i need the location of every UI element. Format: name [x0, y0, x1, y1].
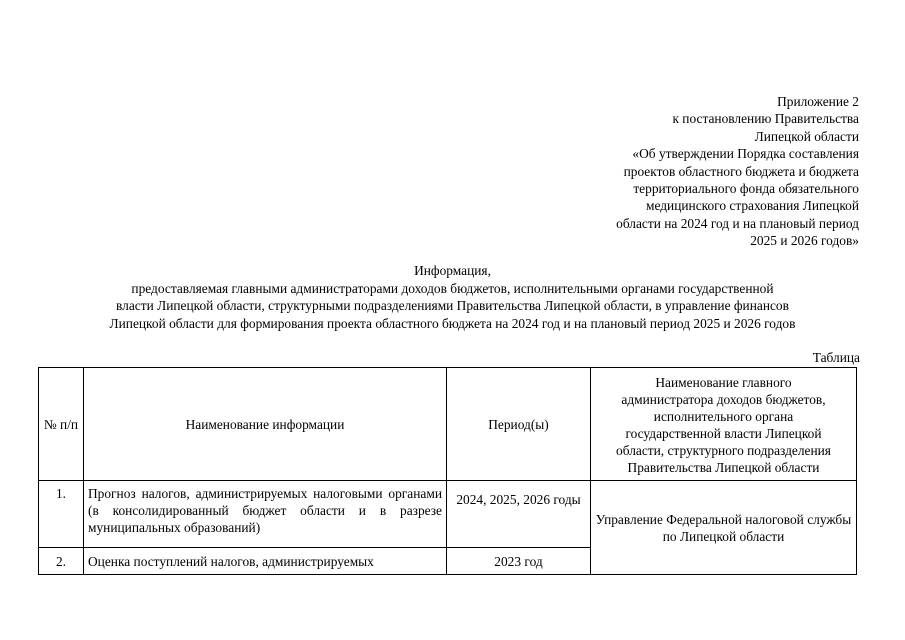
table-label: Таблица [812, 350, 860, 365]
header-admin-line: Правительства Липецкой области [627, 460, 820, 475]
header-admin-line: исполнительного органа [653, 409, 794, 424]
row-admin: Управление Федеральной налоговой службы по Липецкой области [591, 481, 857, 575]
appendix-line: Приложение 2 [777, 94, 859, 109]
table-header-row [39, 368, 857, 481]
header-period: Период(ы) [447, 368, 591, 481]
header-admin [591, 368, 857, 481]
row-period: 2023 год [447, 548, 591, 575]
table-row [39, 481, 857, 548]
appendix-line: проектов областного бюджета и бюджета [623, 163, 859, 179]
header-admin-line: Наименование главного [655, 375, 792, 390]
row-num: 1. [39, 481, 84, 548]
appendix-line: Липецкой области [754, 128, 859, 144]
title-line: Информация, [414, 263, 491, 278]
row-num: 2. [39, 548, 84, 575]
appendix-line: территориального фонда обязательного [633, 181, 859, 197]
row-info: Прогноз налогов, администрируемых налоговыми органами (в консолидированный бюджет области и в разрезе муниципальных образований) [84, 481, 447, 548]
appendix-line: к постановлению Правительства [672, 111, 859, 127]
info-table [38, 367, 857, 575]
appendix-line: «Об утверждении Порядка составления [632, 146, 859, 162]
row-info: Оценка поступлений налогов, администрируемых [84, 548, 447, 575]
header-admin-line: области, структурного подразделения [616, 443, 831, 458]
header-info: Наименование информации [84, 368, 447, 481]
title-line: Липецкой области для формирования проекта областного бюджета на 2024 год и на плановый период 2025 и 2026 годов [109, 315, 796, 331]
appendix-line: области на 2024 год и на плановый период [616, 215, 859, 231]
header-admin-line: администратора доходов бюджетов, [621, 392, 826, 407]
row-period: 2024, 2025, 2026 годы [447, 481, 591, 548]
title-line: власти Липецкой области, структурными подразделениями Правительства Липецкой области, в управление финансов [116, 298, 789, 314]
title-line: предоставляемая главными администраторами доходов бюджетов, исполнительными органами государственной [131, 280, 774, 296]
appendix-block [616, 93, 859, 250]
appendix-line: медицинского страхования Липецкой [646, 198, 859, 214]
document-title [0, 262, 905, 332]
header-num: № п/п [39, 368, 84, 481]
header-admin-line: государственной власти Липецкой [625, 426, 822, 441]
appendix-line: 2025 и 2026 годов» [750, 233, 859, 249]
